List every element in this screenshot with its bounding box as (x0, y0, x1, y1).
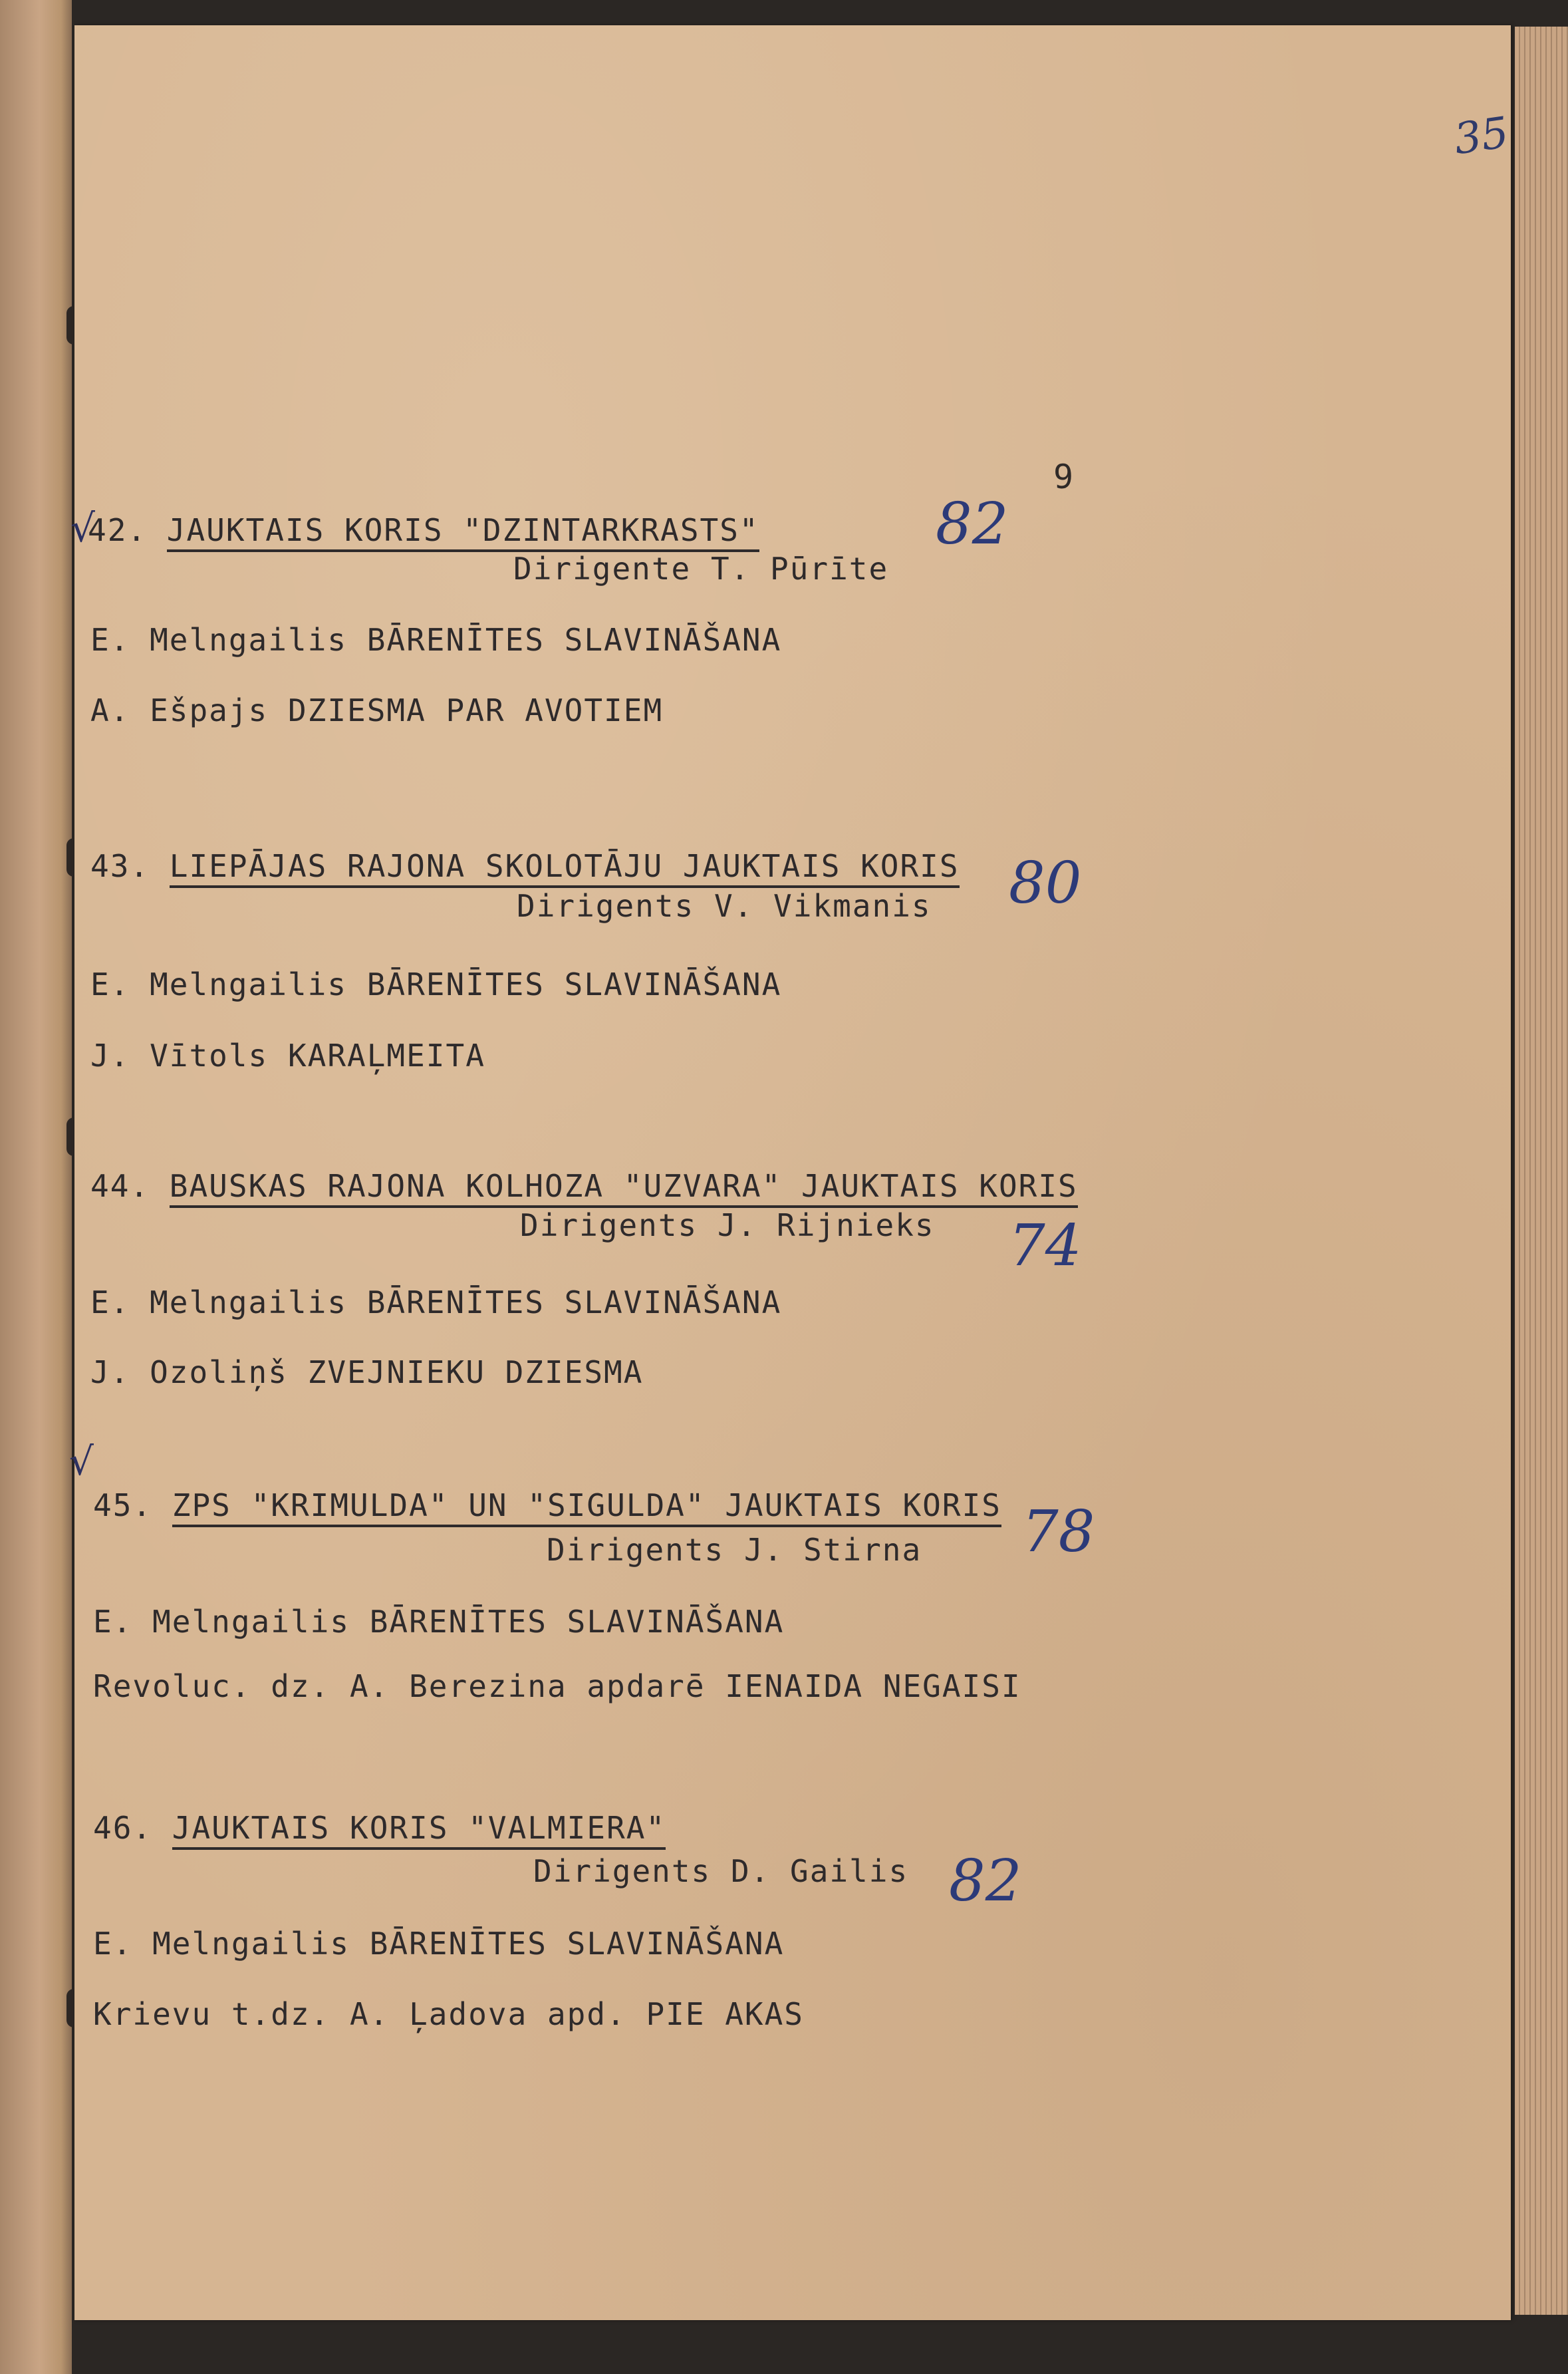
choir-title: JAUKTAIS KORIS "VALMIERA" (172, 1810, 666, 1850)
handwritten-score: 82 (936, 491, 1009, 557)
handwritten-score: 80 (1009, 850, 1082, 917)
conductor-line: Dirigents J. Stirna (547, 1532, 922, 1568)
song-line: A. Ešpajs DZIESMA PAR AVOTIEM (90, 692, 664, 728)
previous-page-edge (0, 0, 72, 2374)
entry-number: 44. (90, 1168, 150, 1204)
song-line: E. Melngailis BĀRENĪTES SLAVINĀŠANA (90, 1284, 782, 1320)
song-line: Revoluc. dz. A. Berezina apdarē IENAIDA NEGAISI (93, 1668, 1021, 1704)
archive-number: 35 (1451, 108, 1512, 165)
song-line: J. Vītols KARAĻMEITA (90, 1038, 485, 1074)
choir-title: ZPS "KRIMULDA" UN "SIGULDA" JAUKTAIS KORIS (172, 1487, 1001, 1527)
entry-number: 45. (93, 1487, 153, 1523)
song-line: Krievu t.dz. A. Ļadova apd. PIE AKAS (93, 1996, 804, 2032)
entry-heading (90, 848, 960, 884)
entry-heading (90, 1168, 1078, 1204)
entry-number: 46. (93, 1810, 153, 1846)
page-stack-edge (1515, 27, 1568, 2315)
choir-title: LIEPĀJAS RAJONA SKOLOTĀJU JAUKTAIS KORIS (170, 848, 960, 888)
choir-title: JAUKTAIS KORIS "DZINTARKRASTS" (167, 512, 759, 552)
song-line: E. Melngailis BĀRENĪTES SLAVINĀŠANA (90, 966, 782, 1002)
entry-heading (93, 1810, 666, 1846)
entry-heading (93, 1487, 1001, 1523)
entry-number: 42. (88, 512, 148, 548)
song-line: E. Melngailis BĀRENĪTES SLAVINĀŠANA (90, 622, 782, 658)
check-mark: √ (69, 1439, 94, 1484)
song-line: E. Melngailis BĀRENĪTES SLAVINĀŠANA (93, 1604, 785, 1640)
handwritten-score: 78 (1022, 1499, 1095, 1565)
conductor-line: Dirigents V. Vikmanis (517, 888, 932, 924)
check-mark: √ (70, 506, 95, 551)
conductor-line: Dirigente T. Pūrīte (513, 551, 889, 587)
choir-title: BAUSKAS RAJONA KOLHOZA "UZVARA" JAUKTAIS KORIS (170, 1168, 1078, 1208)
song-line: J. Ozoliņš ZVEJNIEKU DZIESMA (90, 1354, 644, 1390)
entry-heading (88, 512, 759, 548)
conductor-line: Dirigents D. Gailis (533, 1853, 909, 1889)
song-line: E. Melngailis BĀRENĪTES SLAVINĀŠANA (93, 1926, 785, 1962)
handwritten-score: 82 (949, 1848, 1022, 1914)
entry-number: 43. (90, 848, 150, 884)
handwritten-score: 74 (1009, 1213, 1082, 1279)
document-page (69, 25, 1512, 2320)
conductor-line: Dirigents J. Rijnieks (520, 1207, 935, 1243)
page-number: 9 (1053, 458, 1074, 496)
